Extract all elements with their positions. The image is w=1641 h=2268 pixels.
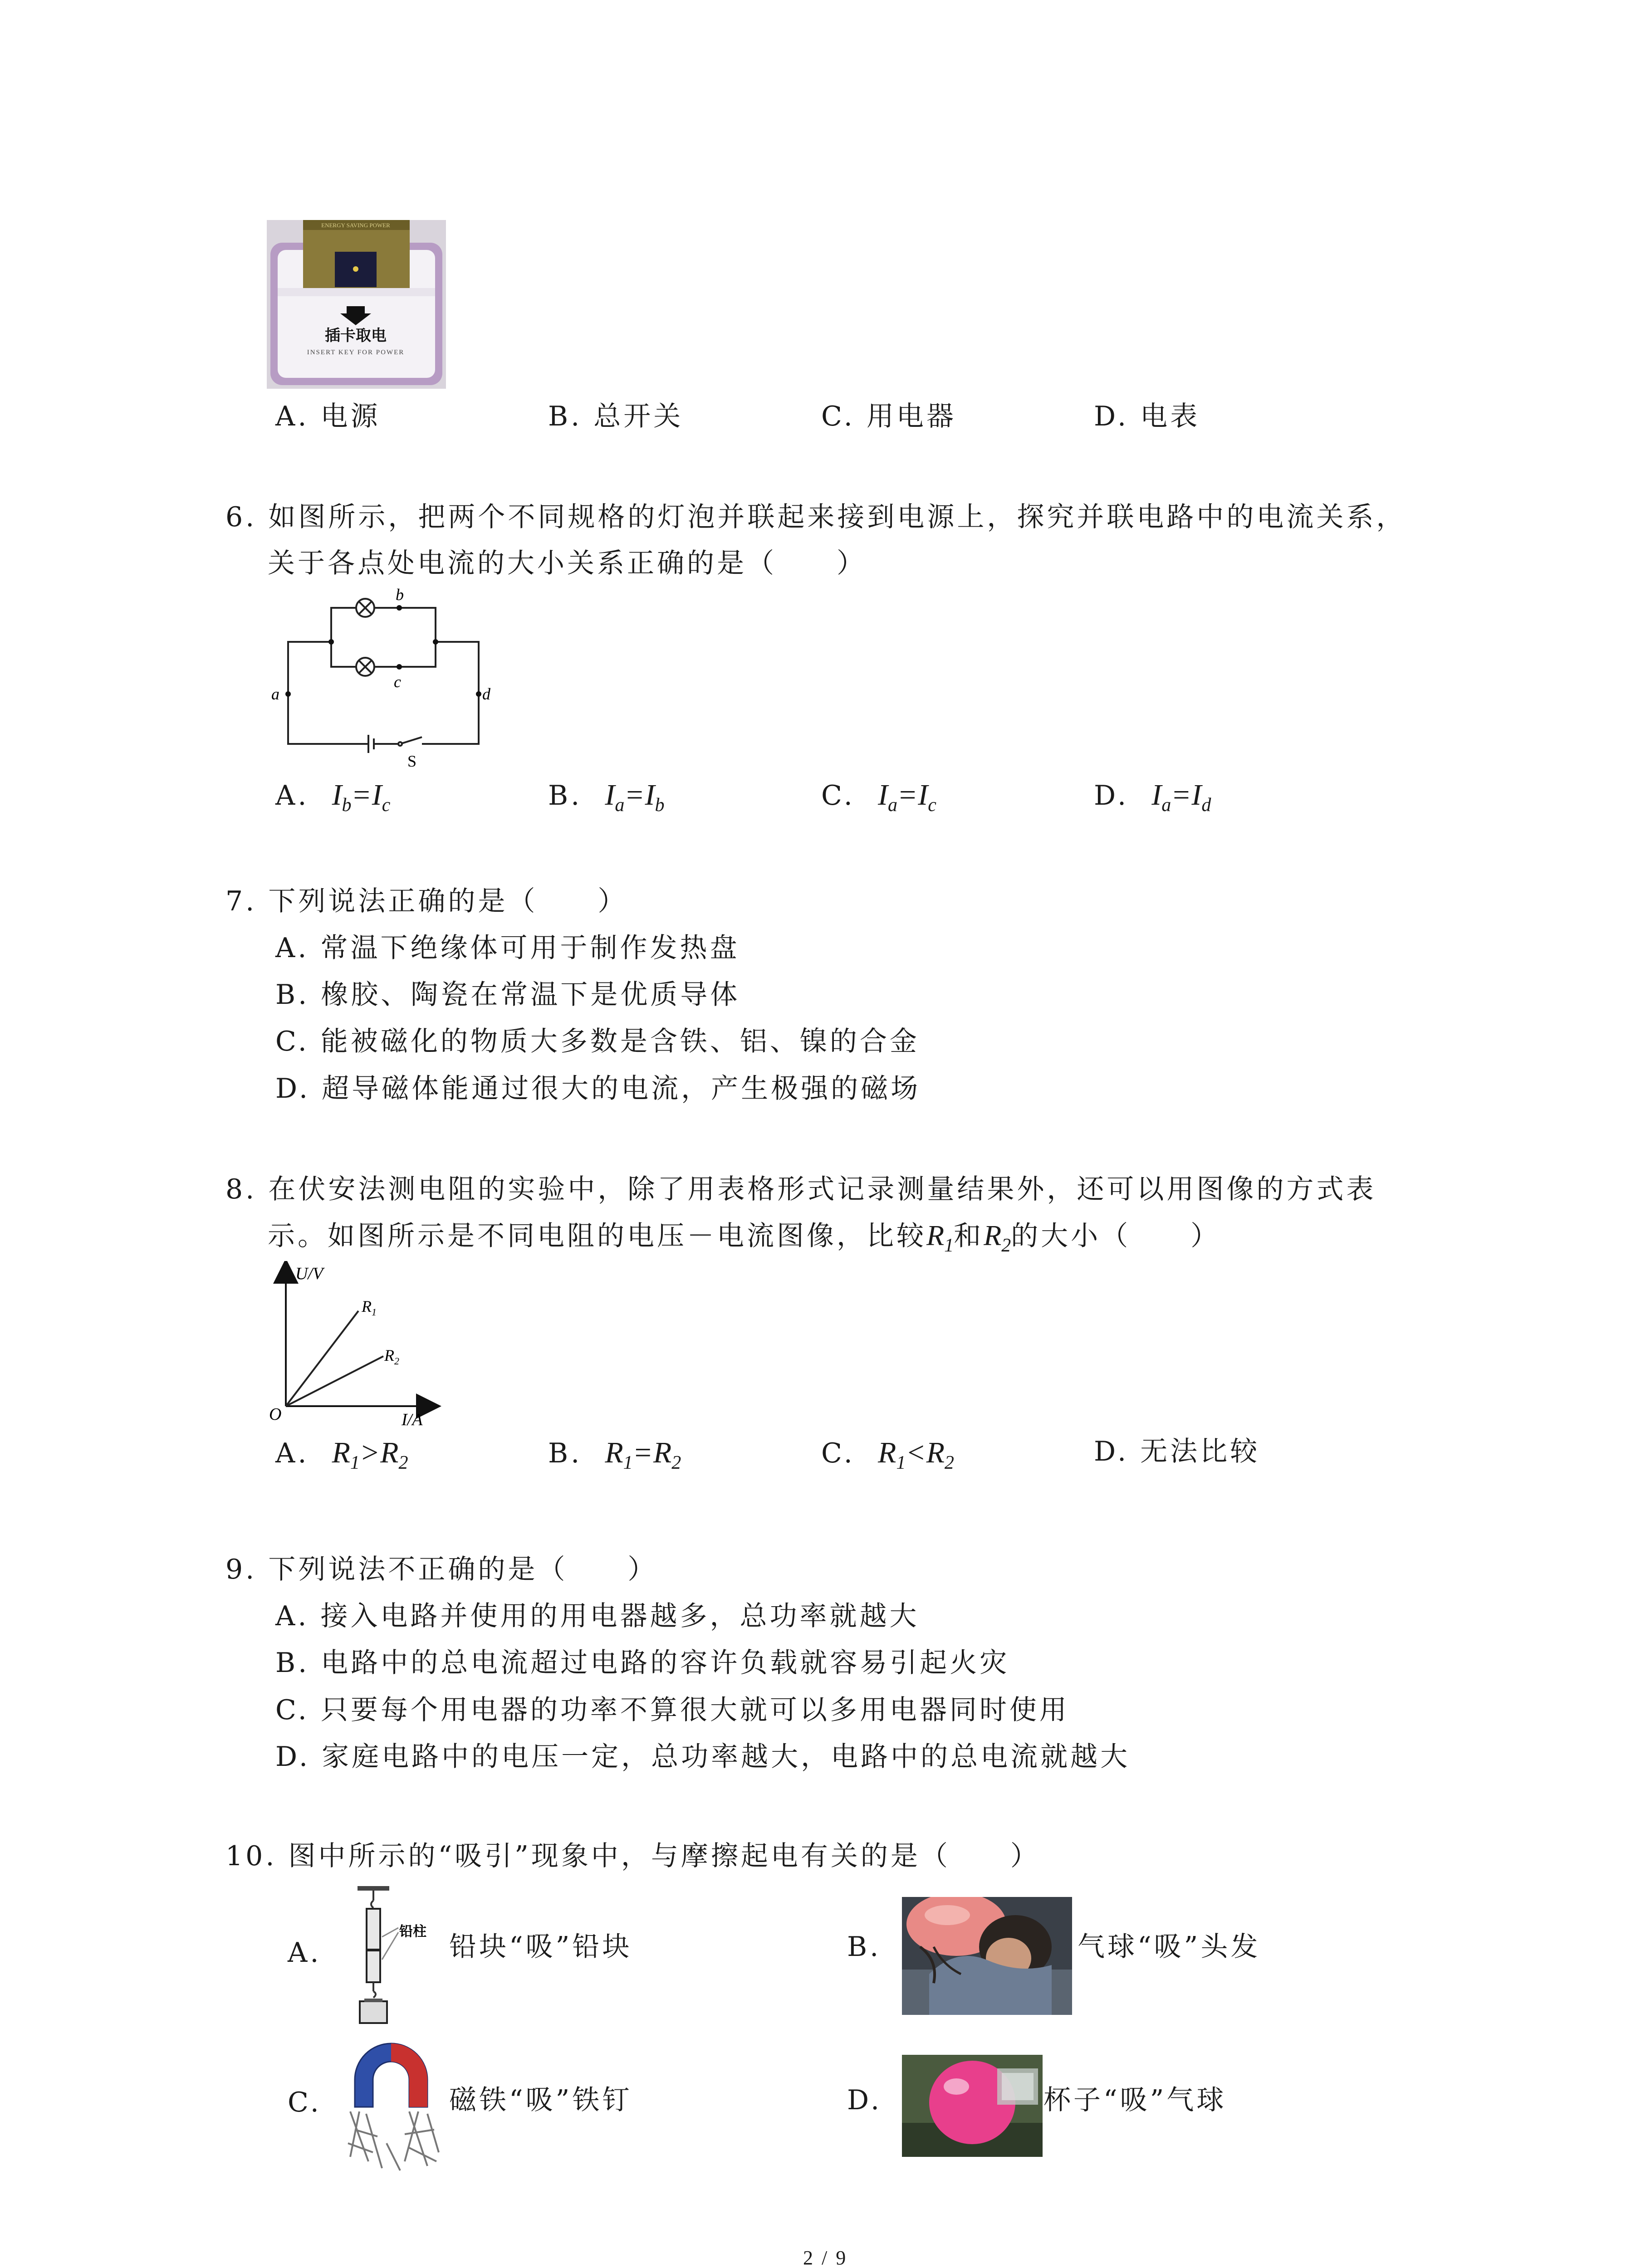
q6-option-a (275, 780, 390, 815)
q10-option-c-text: 磁铁“吸”铁钉 (449, 2084, 632, 2116)
cup-balloon-figure (902, 2055, 1043, 2157)
math-sub: 2 (1001, 1235, 1011, 1256)
math-var: I (878, 778, 888, 811)
q9-option-d (275, 1741, 1131, 1773)
math-eq: = (899, 778, 916, 811)
q8-option-b (548, 1438, 681, 1472)
math-var: R (653, 1436, 672, 1469)
q5-option-b (548, 403, 683, 430)
q6-option-b (548, 780, 665, 815)
math-var: R (332, 1436, 350, 1469)
u-i-graph-figure (265, 1261, 456, 1431)
q7-option-d (275, 1073, 921, 1105)
q6-option-d (1094, 780, 1211, 815)
option-text: 接入电路并使用的用电器越多，总功率就越大 (320, 1600, 920, 1632)
q10-option-d-letter: D. (847, 2084, 882, 2116)
q8-stem-line1: 8. 在伏安法测电阻的实验中，除了用表格形式记录测量结果外，还可以用图像的方式表 (225, 1173, 1376, 1205)
r1-line (286, 1311, 358, 1406)
math-var: I (372, 778, 382, 811)
math-var: R (605, 1436, 623, 1469)
card-switch-figure (267, 220, 446, 389)
option-text: 总开关 (593, 401, 684, 432)
math-sub: c (382, 795, 391, 816)
lead-blocks-figure (349, 1882, 449, 2028)
origin-label: O (269, 1405, 282, 1424)
stem-text: 和 (954, 1220, 984, 1252)
q10-option-a-text: 铅块“吸”铅块 (449, 1931, 632, 1963)
option-text: 只要每个用电器的功率不算很大就可以多用电器同时使用 (320, 1694, 1069, 1726)
math-var: I (1151, 778, 1162, 811)
option-letter: D. (275, 1741, 311, 1773)
option-letter: D. (275, 1073, 311, 1105)
q8-stem-line2 (268, 1221, 1220, 1255)
math-var: R (380, 1436, 399, 1469)
switch-s-label: S (407, 752, 417, 770)
option-letter: D. (1094, 1436, 1129, 1467)
q10-cup-balloon-image (902, 2055, 1043, 2157)
point-c-label: c (394, 673, 401, 691)
math-eq: = (1173, 778, 1190, 811)
option-letter: C. (821, 1437, 855, 1469)
option-text: 电表 (1140, 401, 1200, 432)
math-var: R (362, 1297, 372, 1315)
r2-line (286, 1356, 383, 1406)
math-var: R (926, 1436, 945, 1469)
q6-circuit-diagram (268, 583, 508, 773)
option-letter: B. (548, 401, 583, 432)
math-sub: a (615, 795, 625, 816)
q10-lead-blocks-image (349, 1882, 449, 2028)
option-text: 常温下绝缘体可用于制作发热盘 (320, 932, 740, 964)
option-letter: C. (275, 1694, 309, 1726)
math-sub: c (928, 795, 936, 816)
q10-option-a-letter: A. (288, 1937, 322, 1969)
q6-stem-line1: 6. 如图所示，把两个不同规格的灯泡并联起来接到电源上，探究并联电路中的电流关系， (225, 501, 1406, 533)
q6-option-c (821, 780, 936, 815)
option-text: 电源 (320, 401, 381, 432)
q9-option-c (275, 1696, 1069, 1724)
math-sub: 2 (394, 1355, 399, 1367)
option-text: 用电器 (866, 401, 956, 432)
q10-option-b-text: 气球“吸”头发 (1078, 1931, 1261, 1963)
option-text: 无法比较 (1140, 1436, 1260, 1467)
q7-option-b (275, 979, 740, 1011)
math-eq: = (353, 778, 370, 811)
math-sub: 1 (350, 1452, 360, 1474)
math-eq: < (907, 1436, 925, 1469)
math-sub: 2 (944, 1452, 954, 1474)
q9-option-a (275, 1600, 920, 1632)
option-letter: A. (275, 1437, 309, 1469)
x-axis-label: I/A (402, 1410, 423, 1429)
point-b-label: b (396, 586, 404, 604)
math-var: I (332, 778, 342, 811)
stem-text: 示。如图所示是不同电阻的电压－电流图像，比较 (268, 1220, 926, 1252)
math-sub: a (887, 795, 897, 816)
page-number: 2 / 9 (803, 2247, 848, 2268)
q10-option-b-letter: B. (847, 1931, 882, 1963)
math-sub: a (1161, 795, 1171, 816)
option-text: 橡胶、陶瓷在常温下是优质导体 (321, 979, 740, 1011)
option-letter: D. (1094, 401, 1129, 432)
q10-magnet-nails-image (341, 2039, 443, 2175)
option-letter: A. (275, 932, 309, 964)
q9-option-b (275, 1649, 1009, 1677)
option-letter: B. (275, 979, 310, 1011)
math-sub: 1 (944, 1235, 954, 1256)
math-var: I (645, 778, 655, 811)
math-sub: b (655, 795, 665, 816)
math-sub: 1 (896, 1452, 906, 1474)
magnet-nails-figure (341, 2039, 443, 2175)
option-text: 超导磁体能通过很大的电流，产生极强的磁场 (322, 1073, 921, 1105)
option-letter: C. (821, 780, 855, 811)
q8-voltage-current-graph (265, 1261, 456, 1431)
option-text: 电路中的总电流超过电路的容许负载就容易引起火灾 (321, 1647, 1010, 1679)
r2-label (384, 1346, 399, 1367)
card-main-label: 插卡取电 (325, 327, 387, 345)
q8-option-c (821, 1438, 954, 1472)
math-var: R (926, 1219, 945, 1251)
y-axis-label: U/V (295, 1264, 323, 1283)
balloon-hair-figure (902, 1897, 1072, 2015)
option-letter: C. (275, 1026, 309, 1057)
q9-stem: 9. 下列说法不正确的是（ ） (225, 1554, 658, 1585)
card-sub-label: INSERT KEY FOR POWER (307, 349, 405, 356)
q5-option-c (821, 403, 956, 430)
q5-option-d (1094, 403, 1200, 430)
math-eq: = (634, 1436, 652, 1469)
option-text: 能被磁化的物质大多数是含铁、铝、镍的合金 (320, 1026, 920, 1057)
q6-stem-line2: 关于各点处电流的大小关系正确的是（ ） (268, 547, 867, 579)
point-d-label: d (482, 685, 490, 703)
parallel-circuit-figure (268, 583, 508, 773)
point-a-label: a (271, 685, 279, 703)
option-letter: B. (548, 1437, 583, 1469)
stem-text: 的大小（ ） (1011, 1220, 1221, 1252)
option-letter: A. (275, 780, 309, 811)
option-letter: B. (275, 1647, 310, 1679)
q7-option-a (275, 934, 740, 962)
card-top-label: ENERGY SAVING POWER (321, 222, 390, 229)
option-letter: B. (548, 780, 583, 811)
q10-stem: 10. 图中所示的“吸引”现象中，与摩擦起电有关的是（ ） (225, 1840, 1040, 1872)
q5-card-switch-image (267, 220, 446, 389)
option-letter: C. (821, 401, 855, 432)
q10-option-d-text: 杯子“吸”气球 (1043, 2084, 1227, 2116)
math-var: R (878, 1436, 896, 1469)
math-eq: = (626, 778, 643, 811)
math-var: I (918, 778, 928, 811)
math-sub: d (1201, 795, 1211, 816)
q7-option-c (275, 1028, 920, 1055)
math-sub: 1 (372, 1306, 377, 1318)
option-text: 家庭电路中的电压一定，总功率越大，电路中的总电流就越大 (322, 1741, 1131, 1773)
q10-balloon-hair-image (902, 1897, 1072, 2015)
math-sub: 2 (671, 1452, 681, 1474)
r1-label (361, 1297, 377, 1318)
option-letter: A. (275, 401, 309, 432)
option-letter: D. (1094, 780, 1129, 811)
q7-stem: 7. 下列说法正确的是（ ） (225, 885, 628, 917)
lead-cylinder-label: 铅柱 (399, 1924, 426, 1940)
math-var: I (1191, 778, 1202, 811)
math-var: I (605, 778, 615, 811)
math-var: R (384, 1346, 394, 1364)
q8-option-a (275, 1438, 408, 1472)
q5-option-a (275, 403, 380, 430)
math-sub: 1 (623, 1452, 633, 1474)
math-var: R (984, 1219, 1002, 1251)
math-eq: > (361, 1436, 379, 1469)
q10-option-c-letter: C. (288, 2087, 322, 2118)
math-sub: 2 (398, 1452, 408, 1474)
option-letter: A. (275, 1600, 309, 1632)
math-sub: b (342, 795, 352, 816)
q8-option-d (1094, 1438, 1260, 1465)
